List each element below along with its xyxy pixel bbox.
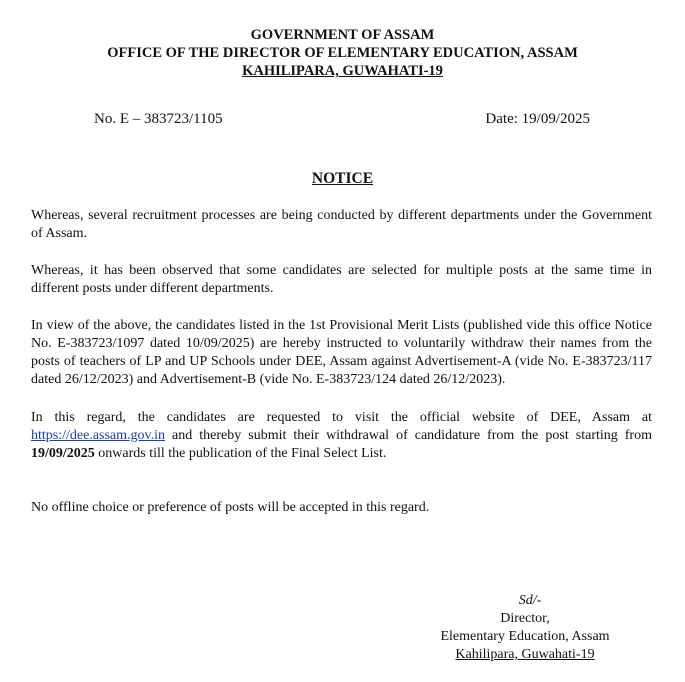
- signatory-address: Kahilipara, Guwahati-19: [455, 647, 595, 662]
- paragraph-5: No offline choice or preference of posts will be accepted in this regard.: [31, 500, 430, 515]
- paragraph-3: In view of the above, the candidates listed in the 1st Provisional Merit Lists (published vide this office Notice No. E-383723/1097 dated 10/09/2025) are hereby instructed to voluntarily withdraw their names from the posts of teachers of LP and UP Schools under DEE, Assam against Advertisement-A (vide No. E-383723/117 dated 26/12/2023) and Advertisement-B (vide No. E-383723/124 dated 26/12/2023).: [31, 318, 652, 387]
- start-date: 19/09/2025: [31, 446, 95, 461]
- paragraph-1: Whereas, several recruitment processes are being conducted by different departments under the Government of Assam.: [31, 208, 652, 241]
- header-office: OFFICE OF THE DIRECTOR OF ELEMENTARY EDUCATION, ASSAM: [107, 45, 578, 61]
- signature-block: [420, 592, 630, 664]
- signatory-designation: Director,: [500, 611, 550, 626]
- website-link[interactable]: https://dee.assam.gov.in: [31, 428, 166, 443]
- notice-title: NOTICE: [311, 170, 374, 187]
- header-government: GOVERNMENT OF ASSAM: [250, 27, 435, 43]
- paragraph-2: Whereas, it has been observed that some candidates are selected for multiple posts at the same time in different posts under different departments.: [31, 263, 652, 296]
- notice-date: Date: 19/09/2025: [485, 111, 590, 127]
- paragraph-4: In this regard, the candidates are requested to visit the official website of DEE, Assam at https://dee.assam.gov.in and thereby submit their withdrawal of candidature from the post starting from 19/09/2025 onwards till the publication of the Final Select List.: [31, 410, 652, 461]
- signatory-office: Elementary Education, Assam: [440, 629, 610, 644]
- signature-mark: Sd/-: [518, 593, 542, 608]
- reference-number: No. E – 383723/1105: [94, 111, 223, 127]
- letterhead: [0, 26, 685, 80]
- header-address: KAHILIPARA, GUWAHATI-19: [242, 63, 443, 79]
- notice-body: [31, 207, 652, 517]
